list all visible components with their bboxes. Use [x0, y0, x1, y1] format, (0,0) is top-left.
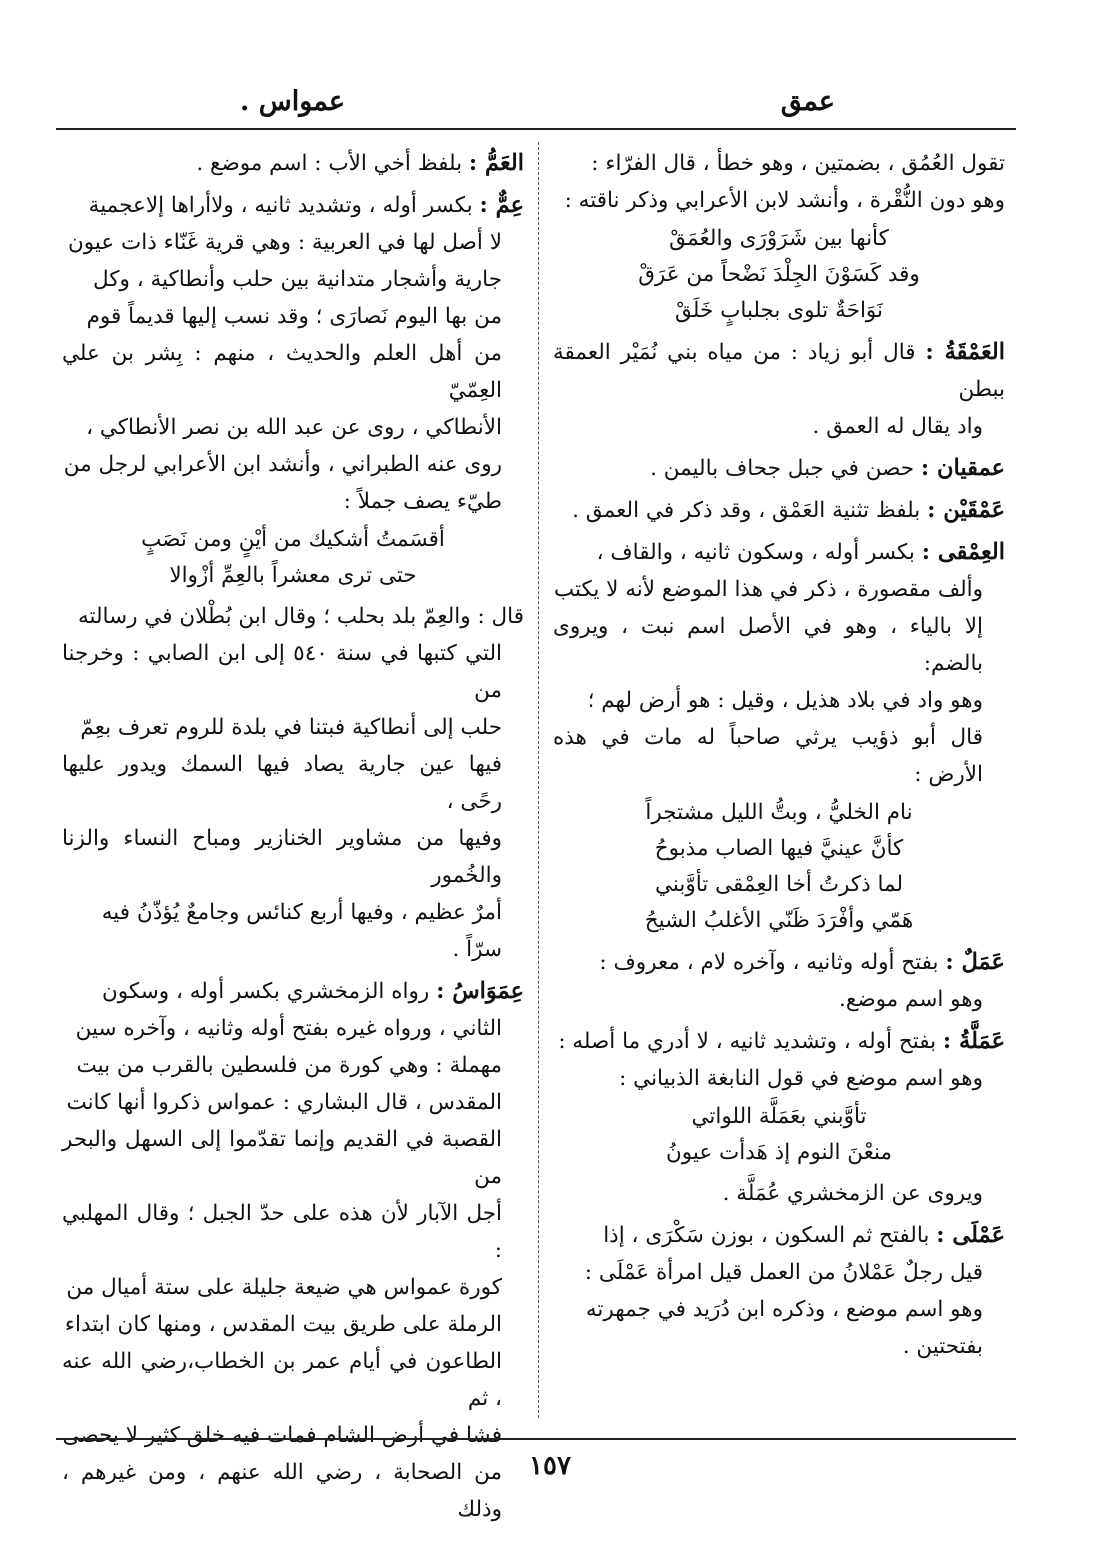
text-line: بفتحتين . [902, 1334, 983, 1359]
text-line: وهو واد في بلاد هذيل ، وقيل : هو أرض لهم ؛ [587, 688, 983, 713]
entry-text: بلفظ تثنية العَمْق ، وقد ذكر في العمق . [572, 498, 921, 523]
headword: عَمْلَى : [936, 1222, 1005, 1248]
entry-text: بفتح أوله ، وتشديد ثانيه ، لا أدري ما أصله : [558, 1029, 937, 1054]
text-line: وهو اسم موضع في قول النابغة الذبياني : [619, 1066, 983, 1091]
continuation-entry [553, 145, 1005, 329]
entry-amla [553, 1217, 1005, 1365]
verse-line: منعْنَ النوم إذ هَدأت عيونُ [665, 1140, 893, 1165]
verse-line: نام الخليُّ ، وبتُّ الليل مشتجراً [645, 800, 913, 825]
running-header [60, 78, 1015, 126]
verse-line: لما ذكرتُ أخا العِمْقى تأوَّبني [654, 872, 904, 897]
text-line: الثاني ، ورواه غيره بفتح أوله وثانيه ، وآخره سين [75, 1016, 502, 1041]
headword: عَمَلٌ : [945, 949, 1005, 975]
text-line: حلب إلى أنطاكية فبتنا في بلدة للروم تعرف بعِمّ [80, 715, 502, 740]
text-line: القصبة في القديم وإنما تقدّموا إلى السهل والبحر من [62, 1127, 502, 1189]
text-line: قال أبو ذؤيب يرثي صاحباً له مات في هذه الأرض : [553, 725, 983, 787]
text-line: المقدس ، قال البشاري : عمواس ذكروا أنها كانت [66, 1090, 502, 1115]
verse-line: نَوَاحَةٌ تلوى بجلبابٍ خَلَقْ [674, 298, 884, 323]
text-line: الرملة على طريق بيت المقدس ، ومنها كان ابتداء [64, 1312, 502, 1337]
entry-text: بكسر أوله ، وتشديد ثانيه ، ولاأراها إلاعجمية [88, 193, 473, 218]
headword: عِمَوَاسُ : [436, 978, 524, 1004]
text-line: من الصحابة ، رضي الله عنهم ، ومن غيرهم ، وذلك [62, 1460, 502, 1522]
text-line: مهملة : وهي كورة من فلسطين بالقرب من بيت [76, 1053, 502, 1078]
text-line: روى عنه الطبراني ، وأنشد ابن الأعرابي لرجل من [63, 452, 502, 477]
text-line: أمرٌ عظيم ، وفيها أربع كنائس وجامعٌ يُؤذّنُ فيه [101, 900, 502, 925]
text-line: طيّء يصف جملاً : [343, 489, 502, 514]
headword: عِمٌّ : [479, 192, 524, 218]
text-line: الطاعون في أيام عمر بن الخطاب،رضي الله عنه ، ثم [62, 1349, 502, 1411]
verse-line: حتى ترى معشراً بالعِمِّ أزْوالا [169, 563, 417, 588]
verse [62, 522, 524, 594]
text-line: جارية وأشجار متدانية بين حلب وأنطاكية ، وكل [93, 267, 502, 292]
verse [553, 1099, 1005, 1171]
text-line: إلا بالياء ، وهو في الأصل اسم نبت ، ويروى بالضم: [553, 614, 983, 676]
page-number: ١٥٧ [529, 1451, 571, 1481]
entry-al-imqa [553, 534, 1005, 939]
text-line: الأنطاكي ، روى عن عبد الله بن نصر الأنطاكي ، [86, 415, 502, 440]
headword: عَمْقَيْن : [927, 497, 1005, 523]
verse-line: هَمّي وأفْرَدَ ظَنّي الأغلبُ الشيحُ [644, 908, 914, 933]
text-line: واد يقال له العمق . [812, 414, 983, 439]
entry-imwas [62, 973, 524, 1528]
entry-text: رواه الزمخشري بكسر أوله ، وسكون [101, 979, 430, 1004]
text-line: تقول العُمُق ، بضمتين ، وهو خطأ ، قال الفرّاء : [591, 151, 1005, 176]
text-line: وفيها من مشاوير الخنازير ومباح النساء والزنا والخُمور [62, 826, 502, 888]
text-line: كورة عمواس هي ضيعة جليلة على ستة أميال من [66, 1275, 502, 1300]
header-rule [56, 128, 1016, 130]
entry-al-amqa [553, 334, 1005, 445]
entry-amqayn [553, 492, 1005, 529]
text-line: فيها عين جارية يصاد فيها السمك ويدور عليها رحًى ، [62, 752, 502, 814]
verse-line: أقسَمتُ أشكيك من أيْنٍ ومن نَصَبٍ [141, 527, 445, 552]
text-line: فشا في أرض الشام فمات فيه خلق كثير لا يحصى [62, 1423, 502, 1448]
verse [553, 795, 1005, 939]
column-divider [538, 142, 539, 1418]
text-line: قيل رجلٌ عَمْلانُ من العمل قيل امرأة عَمْلَى : [584, 1260, 983, 1285]
entry-text: بكسر أوله ، وسكون ثانيه ، والقاف ، [596, 540, 915, 565]
entry-text: قال أبو زياد : من مياه بني نُمَيْر العمقة ببطن [553, 340, 1005, 402]
entry-text: بفتح أوله وثانيه ، وآخره لام ، معروف : [599, 950, 939, 975]
entry-text: حصن في جبل جحاف باليمن . [650, 456, 915, 481]
entry-amal [553, 944, 1005, 1018]
entry-imm [62, 187, 524, 968]
text-line: وهو اسم موضع. [839, 987, 983, 1012]
text-line: التي كتبها في سنة ٥٤٠ إلى ابن الصابي : وخرجنا من [62, 641, 502, 703]
text-line: وألف مقصورة ، ذكر في هذا الموضع لأنه لا يكتب [553, 577, 983, 602]
header-left-keyword: عمواس . [240, 86, 345, 117]
text-line: وهو دون النُّقْرة ، وأنشد لابن الأعرابي وذكر ناقته : [564, 188, 1005, 213]
verse [553, 221, 1005, 329]
headword: عمقيان : [920, 455, 1005, 481]
verse-line: كأنَّ عينيَّ فيها الصاب مذبوحُ [654, 836, 904, 861]
entry-amqiyan [553, 450, 1005, 487]
text-line: من أهل العلم والحديث ، منهم : بِشر بن علي العِمّيّ [62, 341, 502, 403]
verse-line: وقد كَسَوْنَ الجِلْدَ نَضْحاً من عَرَقْ [638, 262, 920, 287]
verse-line: تأوَّبني بعَمَلَّة اللواتي [691, 1104, 867, 1129]
left-column [62, 145, 524, 1533]
headword: العَمُّ : [468, 150, 524, 176]
text-line: ويروى عن الزمخشري عُمَلَّة . [722, 1181, 983, 1206]
text-line: سرّاً . [452, 937, 502, 962]
entry-amalla [553, 1023, 1005, 1212]
text-line: لا أصل لها في العربية : وهي قرية غَنّاء ذات عيون [67, 230, 502, 255]
verse-line: كأنها بين شَرَوْرَى والعُمَقْ [669, 226, 889, 251]
headword: العَمْقَةُ : [925, 339, 1005, 365]
text-line: وهو اسم موضع ، وذكره ابن دُرَيد في جمهرته [585, 1297, 983, 1322]
text-line: قال : والعِمّ بلد بحلب ؛ وقال ابن بُطْلان في رسالته [77, 604, 524, 629]
right-column [553, 145, 1005, 1370]
text-line: أجل الآبار لأن هذه على حدّ الجبل ؛ وقال المهلبي : [62, 1201, 502, 1263]
header-right-keyword: عمق [780, 86, 835, 117]
text-line: من بها اليوم نَصارَى ؛ وقد نسب إليها قديماً قوم [86, 304, 502, 329]
entry-al-amm [62, 145, 524, 182]
footer-rule [56, 1438, 1016, 1440]
entry-text: بلفظ أخي الأب : اسم موضع . [196, 151, 463, 176]
headword: عَمَلَّةُ : [942, 1028, 1005, 1054]
headword: العِمْقى : [921, 539, 1005, 565]
entry-text: بالفتح ثم السكون ، بوزن سَكْرَى ، إذا [603, 1223, 930, 1248]
